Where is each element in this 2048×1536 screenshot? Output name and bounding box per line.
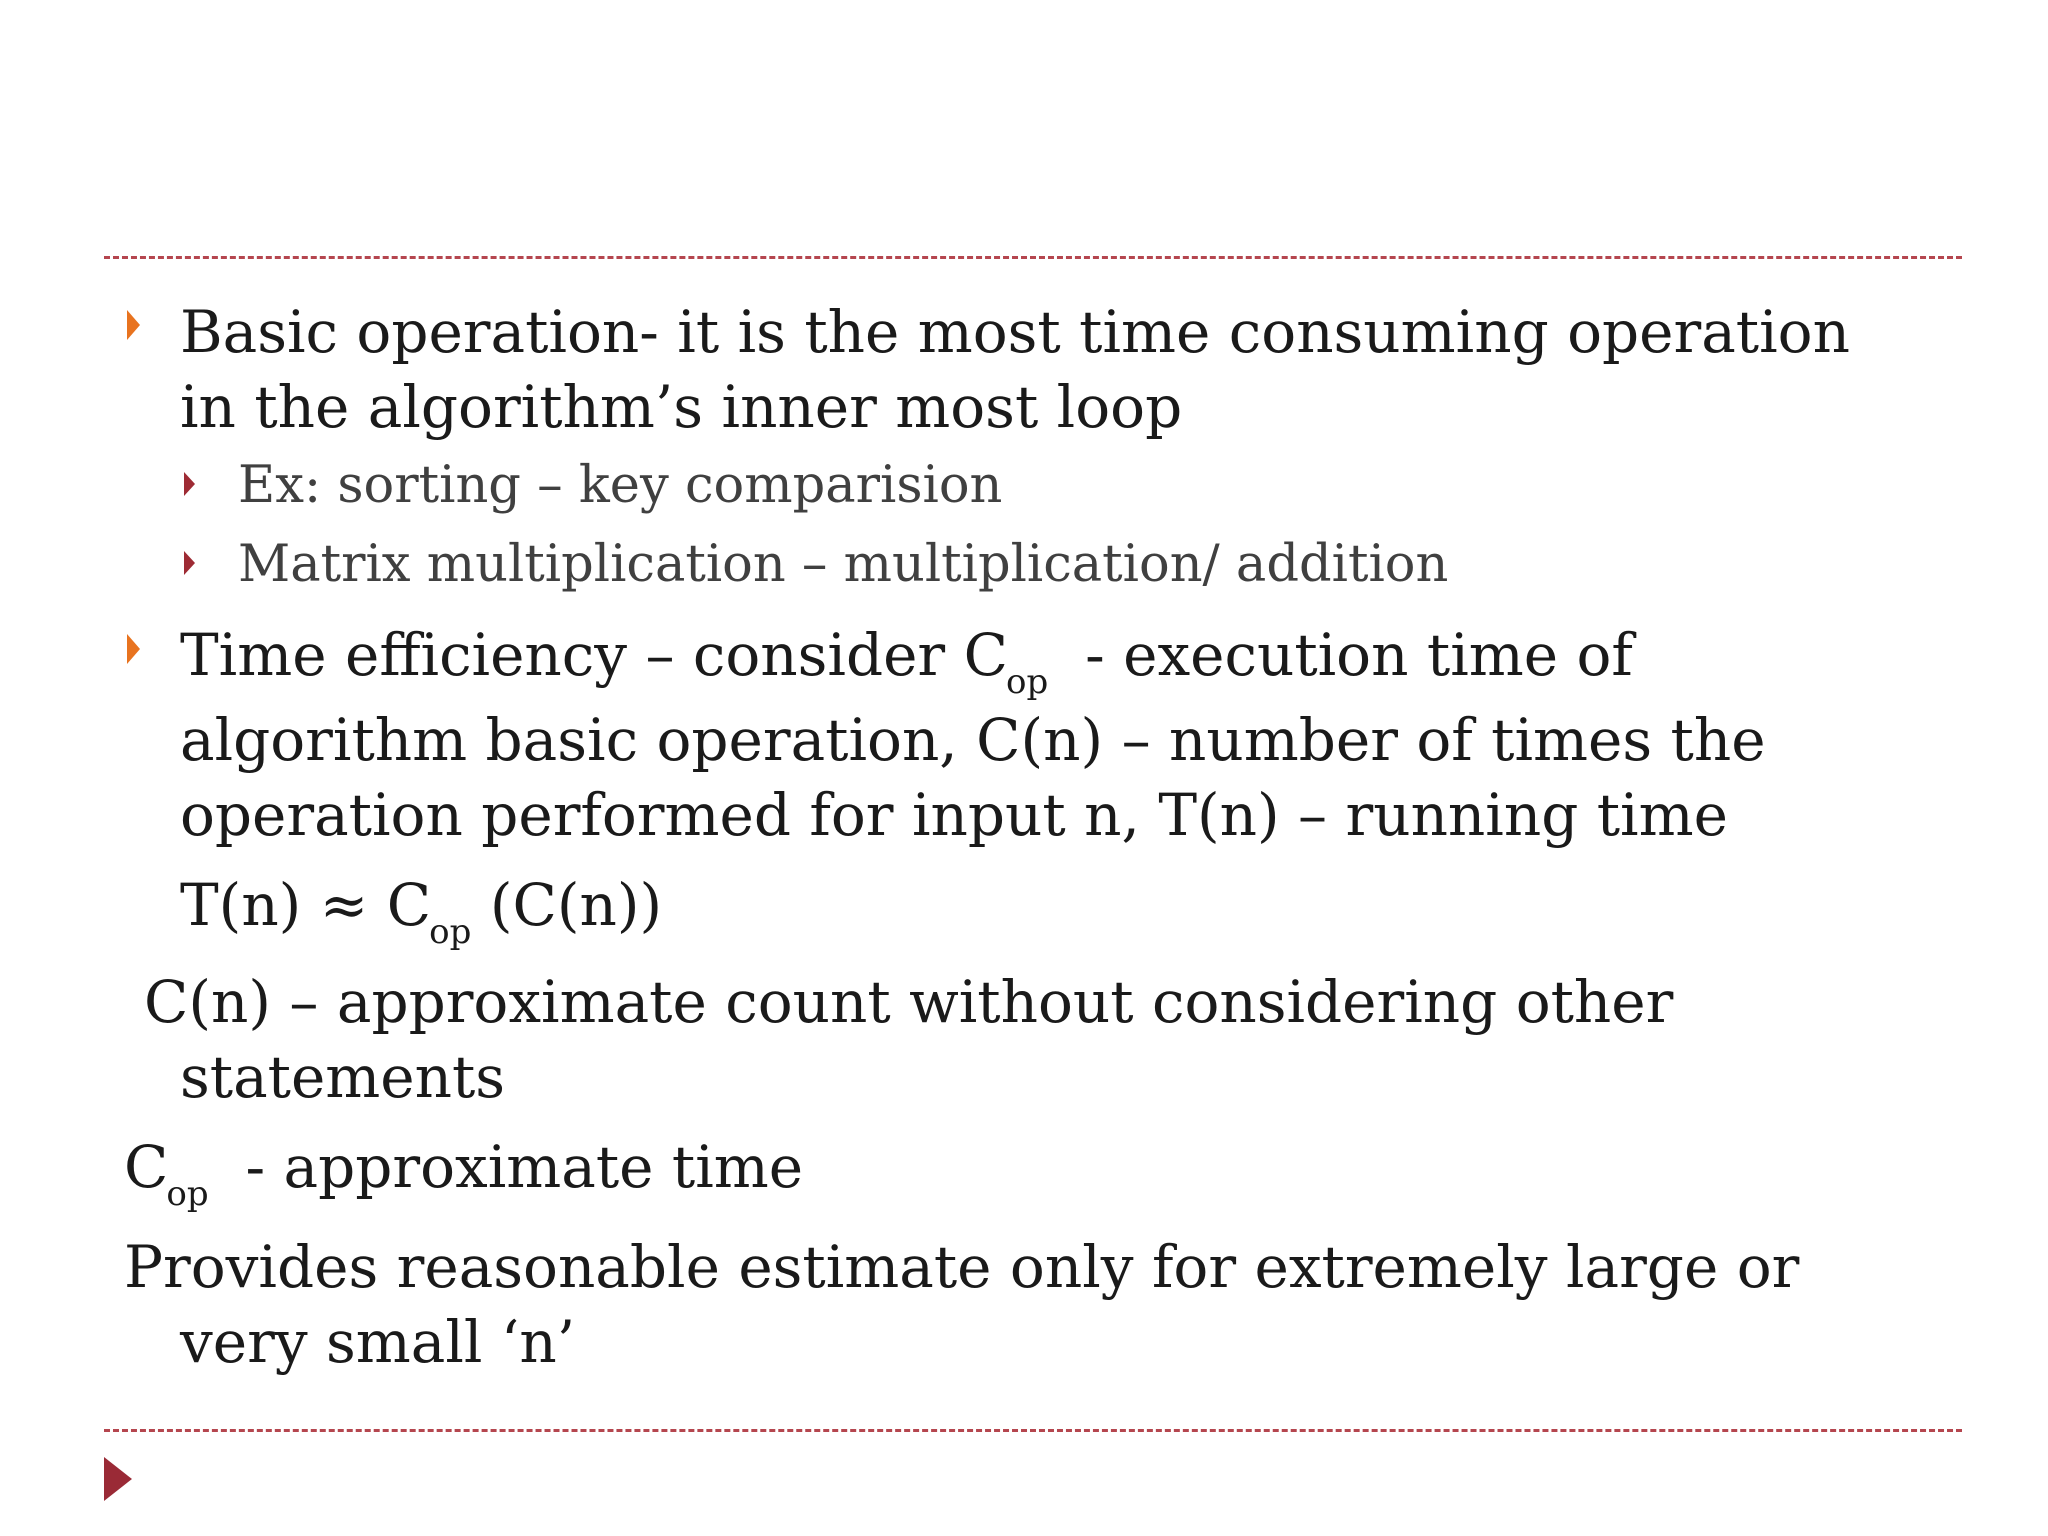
formula-op-subscript: op [429, 912, 472, 952]
bullet-triangle-icon [127, 310, 140, 340]
cop-subscript: op [166, 1174, 209, 1214]
time-efficiency-line-2: algorithm basic operation, C(n) – number of times the [180, 706, 1766, 774]
bullet-triangle-icon [127, 634, 140, 664]
time-formula [180, 871, 663, 952]
cop-definition [124, 1133, 804, 1214]
sub-bullet-triangle-icon [184, 551, 195, 575]
example-sorting: Ex: sorting – key comparision [238, 456, 1003, 515]
time-efficiency-text-a: Time efficiency – consider C [180, 621, 1008, 689]
basic-operation-line-1: Basic operation- it is the most time consuming operation [180, 298, 1850, 366]
corner-triangle-icon [104, 1457, 132, 1501]
op-subscript: op [1005, 662, 1049, 702]
formula-text-b: (C(n)) [471, 871, 663, 939]
cop-text-b: - approximate time [208, 1133, 804, 1201]
bottom-divider [104, 1429, 1962, 1432]
basic-operation-line-2: in the algorithm’s inner most loop [180, 373, 1183, 441]
provides-line-2: very small ‘n’ [180, 1308, 576, 1376]
cn-definition-line-2: statements [180, 1043, 506, 1111]
example-matrix: Matrix multiplication – multiplication/ addition [238, 535, 1449, 594]
time-efficiency-line-1 [180, 621, 1633, 702]
provides-line-1: Provides reasonable estimate only for extremely large or [124, 1233, 1800, 1301]
time-efficiency-text-b: - execution time of [1048, 621, 1633, 689]
cop-text-a: C [124, 1133, 169, 1201]
top-divider [104, 256, 1962, 259]
formula-text-a: T(n) ≈ C [180, 871, 432, 939]
sub-bullet-triangle-icon [184, 472, 195, 496]
time-efficiency-line-3: operation performed for input n, T(n) – running time [180, 781, 1728, 849]
cn-definition-line-1: C(n) – approximate count without considering other [144, 968, 1674, 1036]
